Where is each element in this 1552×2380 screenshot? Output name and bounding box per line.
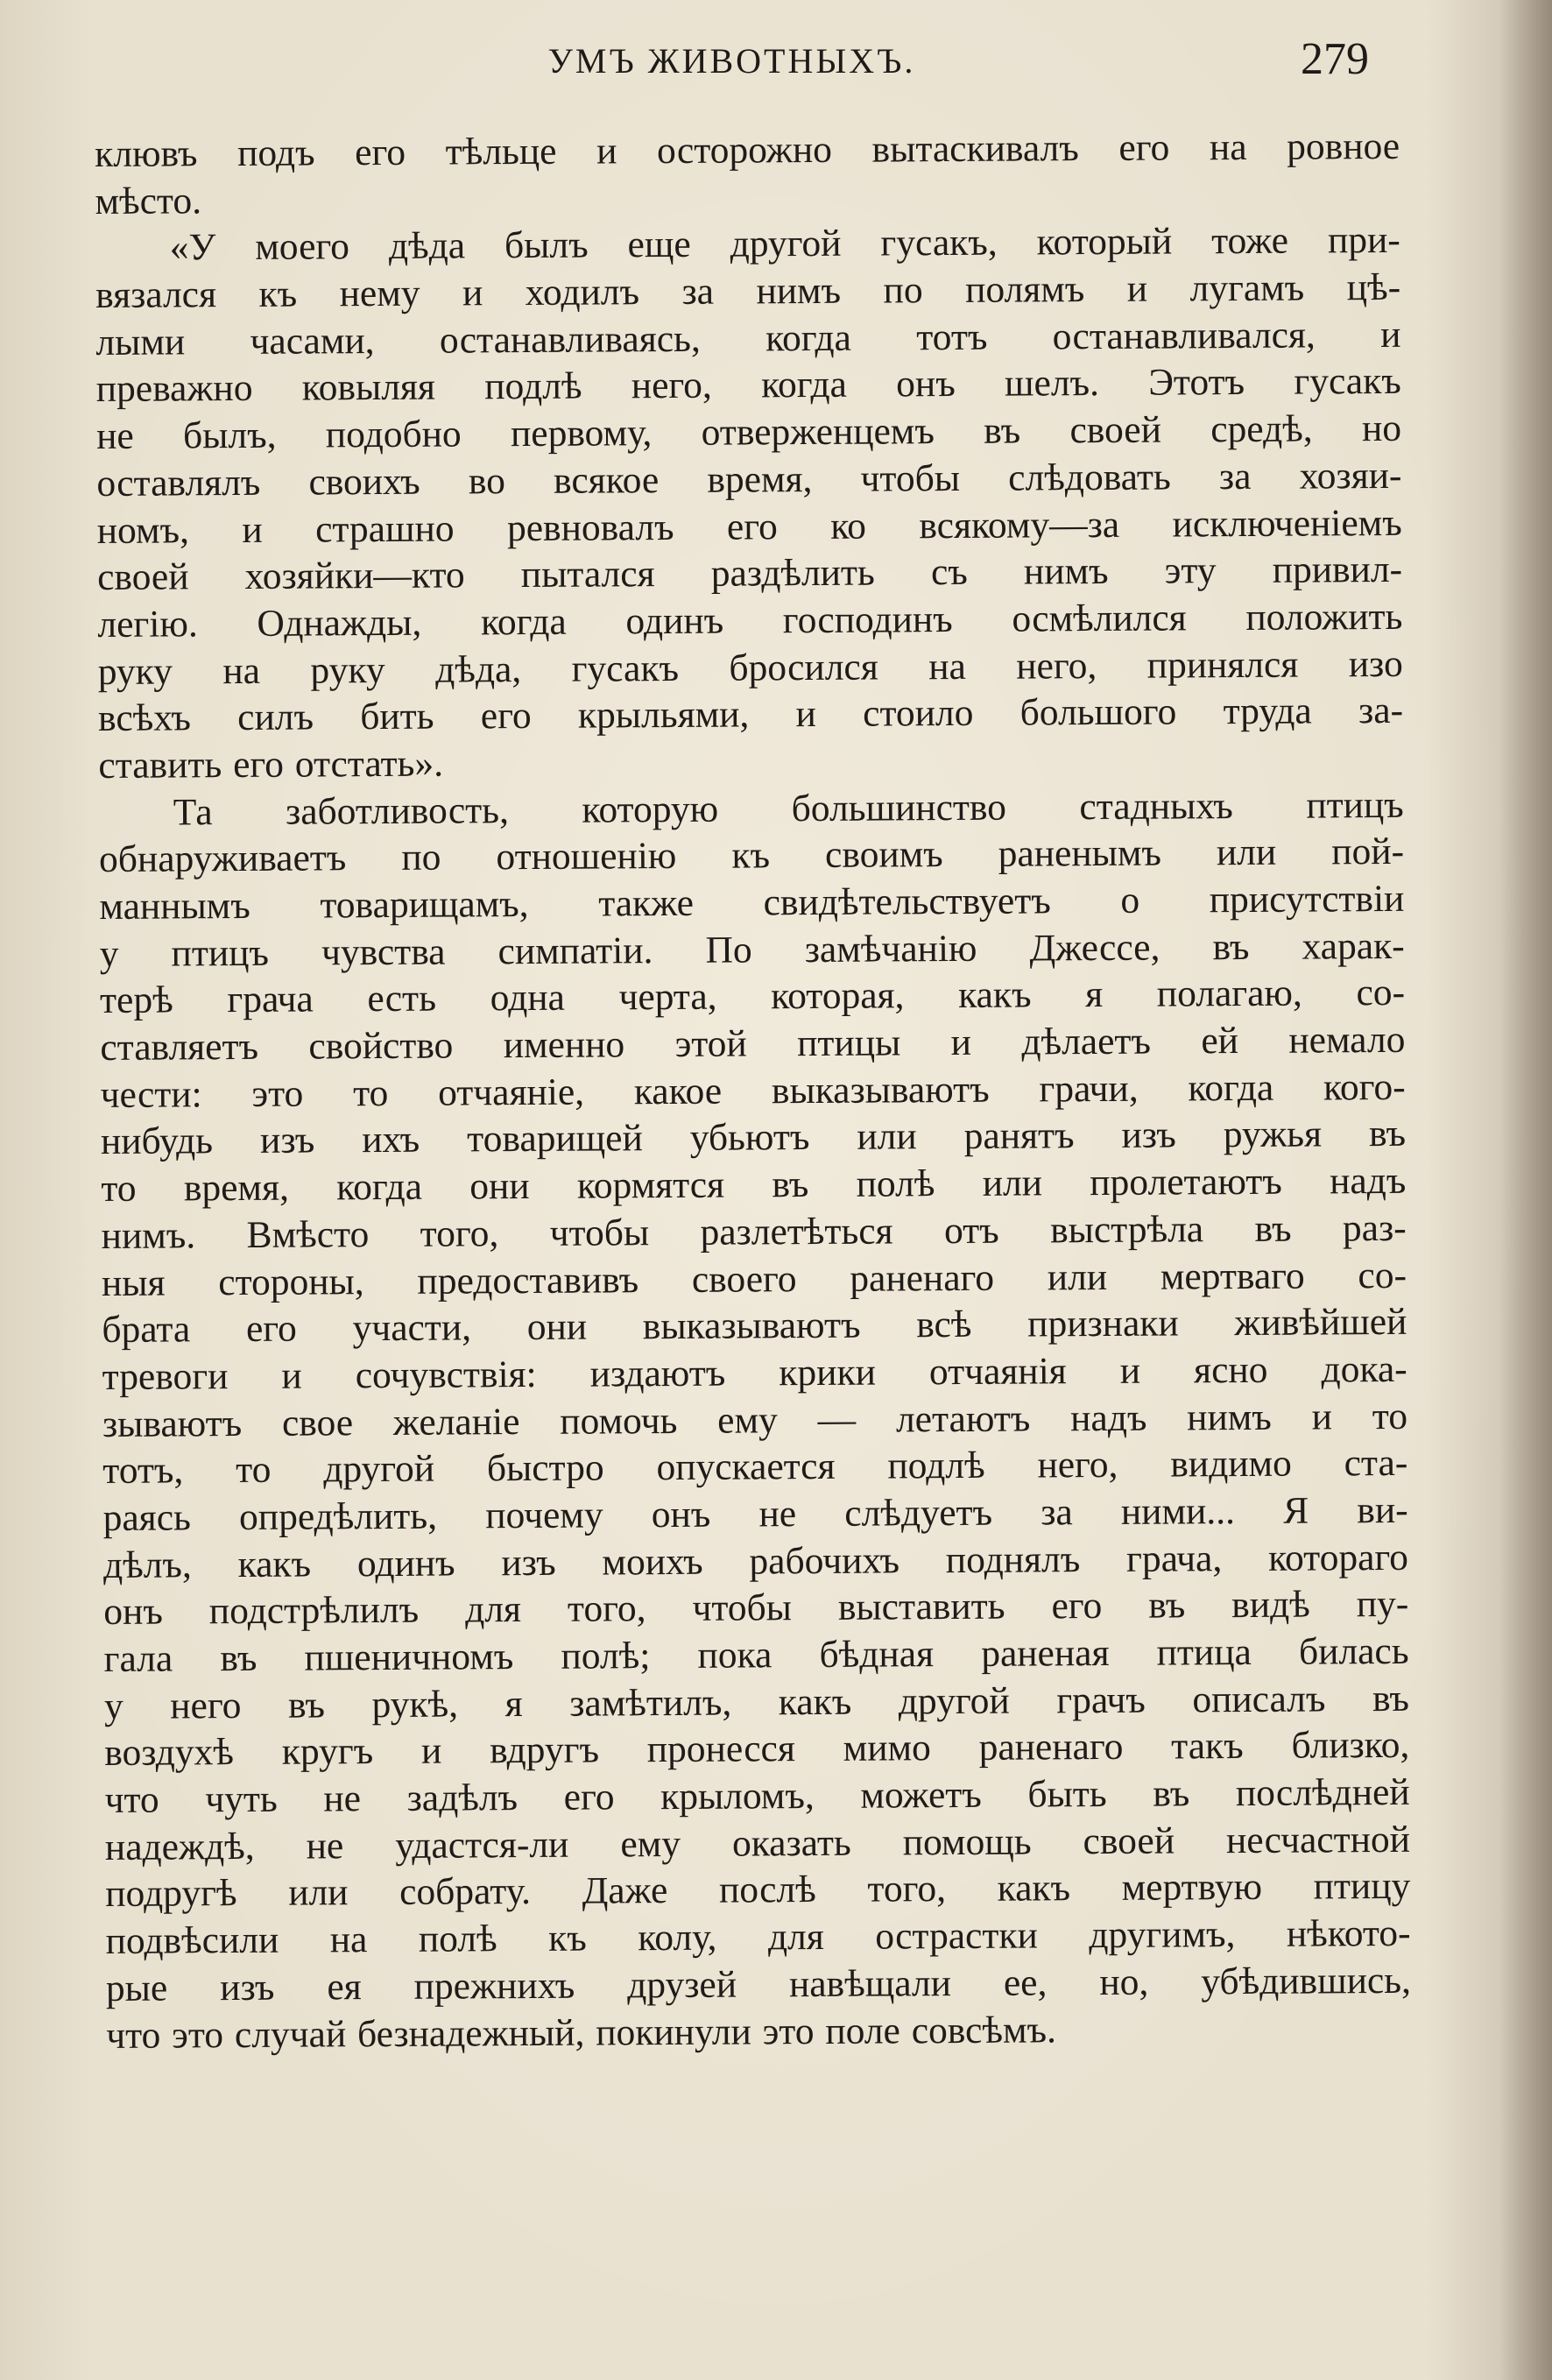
paragraph — [95, 217, 1404, 789]
text-line: нимъ. Вмѣсто того, чтобы разлетѣться отъ выстрѣла въ раз- — [101, 1206, 1407, 1257]
text-line: тревоги и сочувствія: издаютъ крики отчаянія и ясно дока- — [102, 1347, 1407, 1398]
text-line: брата его участи, они выказываютъ всѣ признаки живѣйшей — [102, 1301, 1407, 1352]
text-line: нибудь изъ ихъ товарищей убьютъ или ранятъ изъ ружья въ — [100, 1112, 1407, 1163]
text-line: вязался къ нему и ходилъ за нимъ по полямъ и лугамъ цѣ- — [95, 265, 1401, 317]
text-line: то время, когда они кормятся въ полѣ или пролетаютъ надъ — [101, 1160, 1407, 1211]
text-line: подругѣ или собрату. Даже послѣ того, какъ мертвую птицу — [105, 1865, 1411, 1916]
text-line: воздухѣ кругъ и вдругъ пронесся мимо раненаго такъ близко, — [104, 1724, 1410, 1775]
text-line: подвѣсили на полѣ къ колу, для острастки другимъ, нѣкото- — [105, 1911, 1411, 1963]
paragraph — [99, 782, 1412, 2060]
running-title: УМЪ ЖИВОТНЫХЪ. — [547, 41, 916, 81]
text-line: лыми часами, останавливаясь, когда тотъ останавливался, и — [95, 313, 1401, 364]
text-line: своей хозяйки—кто пытался раздѣлить съ нимъ эту привил- — [96, 548, 1403, 599]
page-number: 279 — [1301, 34, 1369, 84]
text-line: номъ, и страшно ревновалъ его ко всякому—за исключеніемъ — [96, 501, 1402, 552]
text-line: тотъ, то другой быстро опускается подлѣ него, видимо ста- — [102, 1442, 1408, 1493]
text-line: преважно ковыляя подлѣ него, когда онъ шелъ. Этотъ гусакъ — [95, 360, 1401, 411]
text-line: маннымъ товарищамъ, также свидѣтельствуетъ о присутствіи — [99, 877, 1405, 928]
text-line: онъ подстрѣлилъ для того, чтобы выставить его въ видѣ пу- — [103, 1583, 1409, 1634]
text-line: дѣлъ, какъ одинъ изъ моихъ рабочихъ поднялъ грача, котораго — [102, 1536, 1409, 1586]
text-line: не былъ, подобно первому, отверженцемъ въ своей средѣ, но — [95, 407, 1402, 458]
text-line: что чуть не задѣлъ его крыломъ, можетъ быть въ послѣдней — [104, 1770, 1410, 1822]
text-line: мѣсто. — [95, 179, 202, 222]
body-text — [95, 124, 1411, 2059]
text-line: Та заботливость, которую большинство стадныхъ птицъ — [173, 783, 1404, 834]
text-line: зываютъ свое желаніе помочь ему — летаютъ надъ нимъ и то — [102, 1395, 1408, 1445]
text-line: руку на руку дѣда, гусакъ бросился на него, принялся изо — [97, 642, 1403, 693]
text-line: обнаруживаетъ по отношенію къ своимъ раненымъ или пой- — [98, 830, 1405, 881]
text-line: что это случай безнадежный, покинули это поле совсѣмъ. — [106, 2008, 1057, 2057]
text-line: ныя стороны, предоставивъ своего раненаго или мертваго со- — [101, 1254, 1407, 1304]
text-line: легію. Однажды, когда одинъ господинъ осмѣлился положить — [97, 595, 1403, 646]
text-line: ставить его отстать». — [98, 742, 444, 787]
text-line: клювъ подъ его тѣльце и осторожно вытаскивалъ его на ровное — [95, 124, 1400, 175]
text-line: у птицъ чувства симпатіи. По замѣчанію Джессе, въ харак- — [99, 924, 1405, 975]
text-line: «У моего дѣда былъ еще другой гусакъ, который тоже при- — [169, 219, 1400, 269]
text-line: раясь опредѣлить, почему онъ не слѣдуетъ за ними... Я ви- — [102, 1488, 1408, 1539]
text-line: терѣ грача есть одна черта, которая, какъ я полагаю, со- — [99, 971, 1406, 1022]
text-line: гала въ пшеничномъ полѣ; пока бѣдная раненая птица билась — [103, 1629, 1409, 1680]
text-line: ставляетъ свойство именно этой птицы и дѣлаетъ ей немало — [100, 1018, 1406, 1070]
text-line: оставлялъ своихъ во всякое время, чтобы слѣдовать за хозяи- — [96, 454, 1402, 505]
text-line: рые изъ ея прежнихъ друзей навѣщали ее, но, убѣдившись, — [105, 1959, 1412, 2009]
paragraph — [95, 124, 1400, 225]
text-line: у него въ рукѣ, я замѣтилъ, какъ другой грачъ описалъ въ — [103, 1677, 1410, 1727]
text-line: чести: это то отчаяніе, какое выказываютъ грачи, когда кого- — [100, 1065, 1406, 1116]
text-line: надеждѣ, не удастся-ли ему оказать помощь своей несчастной — [104, 1818, 1411, 1868]
text-line: всѣхъ силъ бить его крыльями, и стоило большого труда за- — [97, 689, 1404, 740]
page-edge-shadow — [1499, 0, 1552, 2380]
page-header — [95, 34, 1369, 89]
